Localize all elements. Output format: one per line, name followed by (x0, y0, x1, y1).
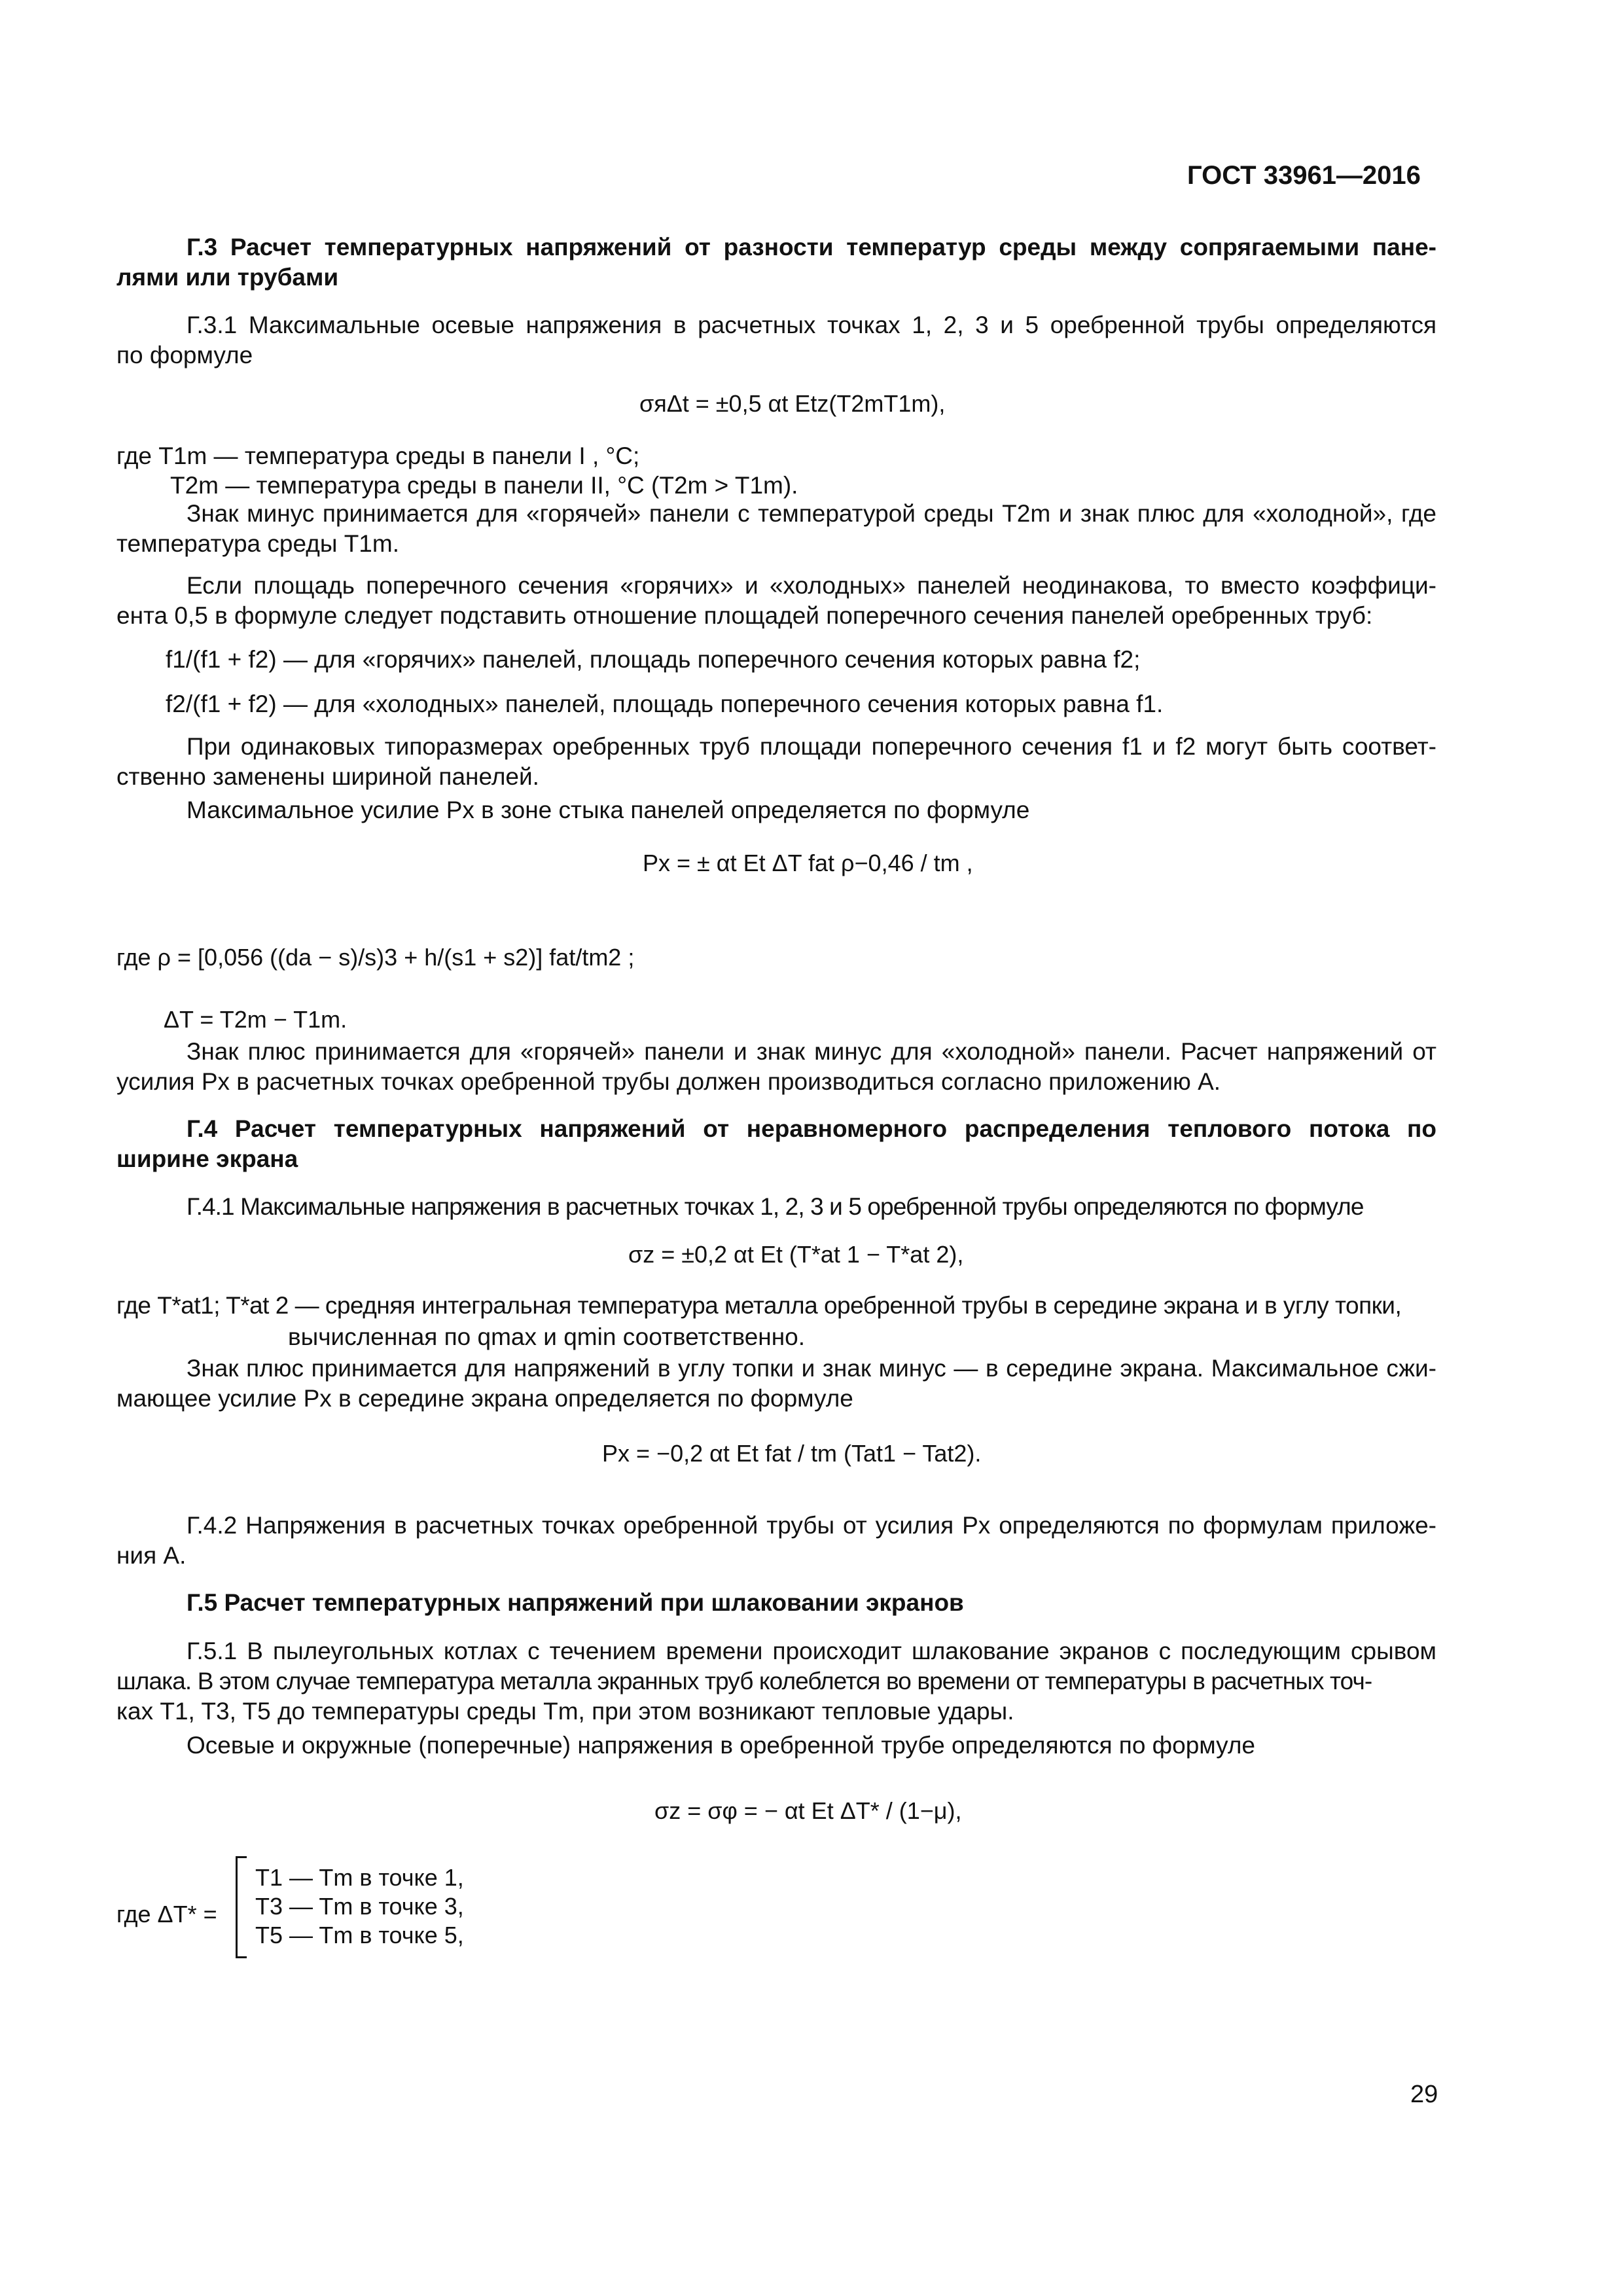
paragraph-g4-1: Г.4.1 Максимальные напряжения в расчетных точках 1, 2, 3 и 5 оребренной трубы определяются по формуле (187, 1193, 1364, 1220)
formula-rho: где ρ = [0,056 ((da − s)/s)3 + h/(s1 + s2)] fat/tm2 ; (116, 944, 635, 971)
paragraph-g4-2-line-1: Г.4.2 Напряжения в расчетных точках оребренной трубы от усилия Px определяются по формулам приложе- (187, 1512, 1436, 1539)
section-g4-title-line-1: Г.4 Расчет температурных напряжений от неравномерного распределения теплового потока по (187, 1115, 1436, 1142)
section-g3-title-line-1: Г.3 Расчет температурных напряжений от разности температур среды между сопрягаемыми пане- (187, 234, 1436, 260)
paragraph-max-force: Максимальное усилие Px в зоне стыка панелей определяется по формуле (187, 797, 1030, 823)
paragraph-g4-sign-line-2: мающее усилие Px в середине экрана определяется по формуле (116, 1385, 853, 1412)
paragraph-g5-1-line-3: ках T1, T3, T5 до температуры среды Tm, при этом возникают тепловые удары. (116, 1698, 1014, 1725)
paragraph-same-size-line-1: При одинаковых типоразмерах оребренных труб площади поперечного сечения f1 и f2 могут быть соответ- (187, 733, 1436, 760)
section-g4-title-line-2: ширине экрана (116, 1145, 298, 1172)
formula-sigma-z-phi: σz = σφ = − αt Et ΔT* / (1−μ), (654, 1797, 962, 1824)
paragraph-sign-force-line-1: Знак плюс принимается для «горячей» панели и знак минус для «холодной» панели. Расчет напряжений от (187, 1038, 1436, 1065)
paragraph-sign-line-1: Знак минус принимается для «горячей» панели с температурой среды T2m и знак плюс для «холодной», где (187, 500, 1436, 527)
paragraph-g3-1-line-2: по формуле (116, 342, 253, 368)
list-item-cold-panels: f2/(f1 + f2) — для «холодных» панелей, площадь поперечного сечения которых равна f1. (166, 691, 1164, 717)
formula-sigma-dt: σяΔt = ±0,5 αt Etz(T2mT1m), (639, 390, 946, 417)
formula-px-compress: Px = −0,2 αt Et fat / tm (Tat1 − Tat2). (602, 1440, 982, 1467)
paragraph-g4-sign-line-1: Знак плюс принимается для напряжений в углу топки и знак минус — в середине экрана. Максимальное сжи- (187, 1355, 1436, 1382)
formula-sigma-z-g4: σz = ±0,2 αt Et (T*at 1 − T*at 2), (628, 1241, 964, 1268)
where-t2m: T2m — температура среды в панели II, °С (T2m > T1m). (170, 472, 798, 499)
case-point-3: T3 — Tm в точке 3, (255, 1893, 464, 1920)
document-id: ГОСТ 33961—2016 (1187, 161, 1421, 190)
page-number: 29 (1410, 2081, 1438, 2108)
cases-brace (236, 1856, 247, 1958)
section-g3-title-line-2: лями или трубами (116, 264, 339, 291)
case-point-5: T5 — Tm в точке 5, (255, 1922, 464, 1948)
formula-delta-t: ΔT = T2m − T1m. (164, 1006, 348, 1033)
where-t-at-cont: вычисленная по qmax и qmin соответственно. (288, 1323, 806, 1350)
paragraph-area-line-1: Если площадь поперечного сечения «горячих» и «холодных» панелей неодинакова, то вместо коэффици- (187, 572, 1436, 599)
paragraph-g3-1-line-1: Г.3.1 Максимальные осевые напряжения в расчетных точках 1, 2, 3 и 5 оребренной трубы определяются (187, 312, 1436, 338)
where-delta-t-star-label: где ΔT* = (116, 1901, 217, 1928)
paragraph-same-size-line-2: ственно заменены шириной панелей. (116, 763, 539, 790)
where-t-at: где T*at1; T*at 2 — средняя интегральная температура металла оребренной трубы в середине экрана и в углу топки, (116, 1292, 1402, 1319)
paragraph-g5-1-line-2: шлака. В этом случае температура металла экранных труб колеблется во времени от температуры в расчетных точ- (116, 1668, 1372, 1695)
paragraph-g5-1-line-1: Г.5.1 В пылеугольных котлах с течением времени происходит шлакование экранов с последующим срывом (187, 1638, 1436, 1664)
formula-px-joint: Px = ± αt Et ΔT fat ρ−0,46 / tm , (643, 850, 973, 876)
list-item-hot-panels: f1/(f1 + f2) — для «горячих» панелей, площадь поперечного сечения которых равна f2; (166, 646, 1141, 673)
section-g5-title: Г.5 Расчет температурных напряжений при шлаковании экранов (187, 1589, 964, 1616)
paragraph-sign-force-line-2: усилия Px в расчетных точках оребренной трубы должен производиться согласно приложению А. (116, 1068, 1221, 1095)
where-t1m: где T1m — температура среды в панели I , °С; (116, 442, 640, 469)
case-point-1: T1 — Tm в точке 1, (255, 1864, 464, 1891)
paragraph-g4-2-line-2: ния А. (116, 1542, 187, 1569)
paragraph-area-line-2: ента 0,5 в формуле следует подставить отношение площадей поперечного сечения панелей оребренных труб: (116, 602, 1373, 629)
paragraph-g5-stresses: Осевые и окружные (поперечные) напряжения в оребренной трубе определяются по формуле (187, 1732, 1255, 1759)
paragraph-sign-line-2: температура среды T1m. (116, 530, 399, 557)
